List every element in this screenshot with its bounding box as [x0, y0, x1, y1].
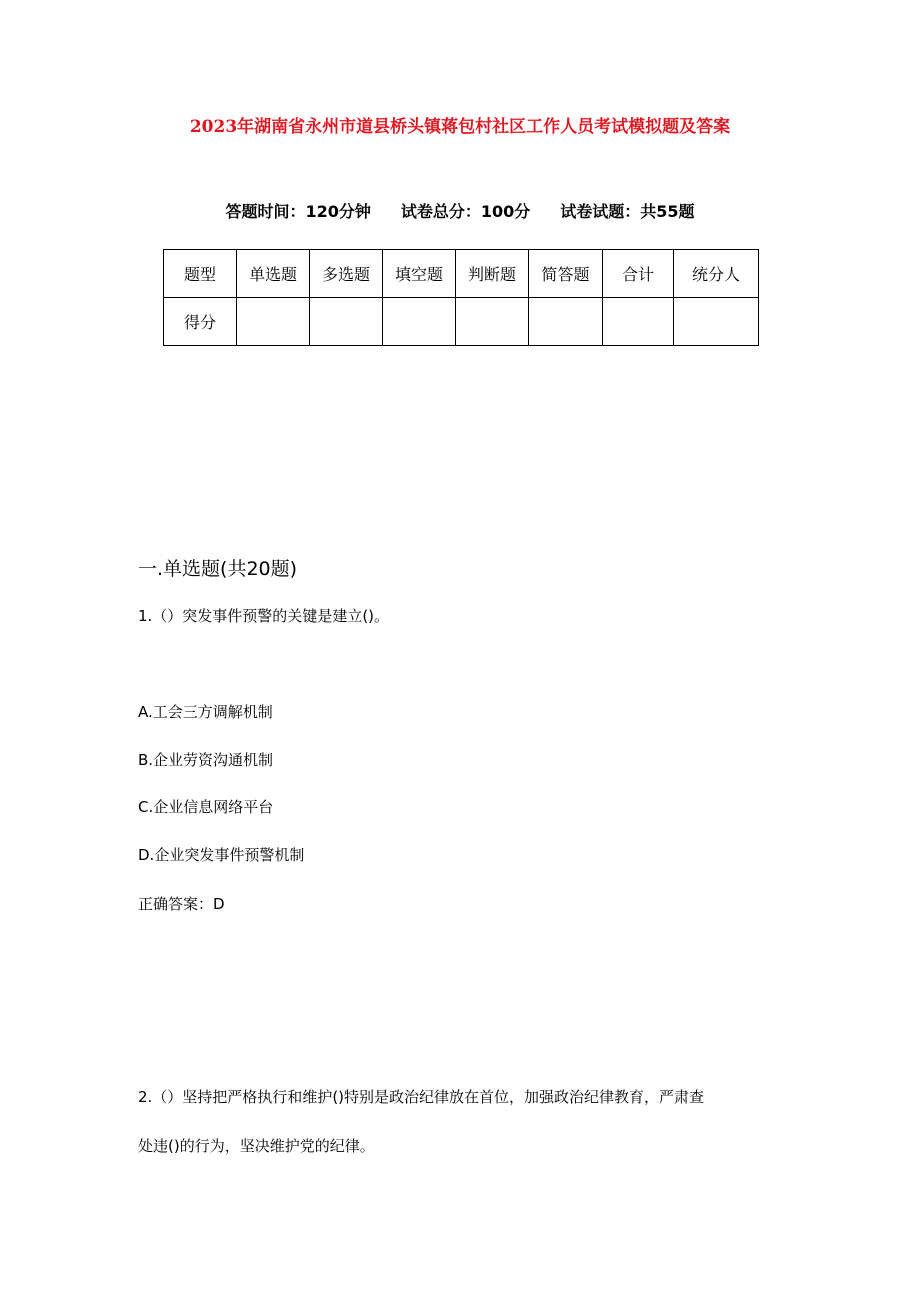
header-cell-single: 单选题 — [237, 250, 310, 298]
score-cell — [383, 298, 456, 346]
question-1-option-d: D.企业突发事件预警机制 — [138, 846, 305, 864]
question-2-stem-line-2: 处违()的行为，坚决维护党的纪律。 — [138, 1137, 375, 1155]
score-cell — [237, 298, 310, 346]
header-cell-scorer: 统分人 — [674, 250, 759, 298]
question-1-option-b: B.企业劳资沟通机制 — [138, 751, 274, 769]
score-cell — [529, 298, 603, 346]
score-cell — [674, 298, 759, 346]
score-table — [163, 249, 759, 346]
exam-info — [0, 199, 920, 222]
score-cell — [603, 298, 674, 346]
header-cell-type: 题型 — [164, 250, 237, 298]
header-cell-multi: 多选题 — [310, 250, 383, 298]
header-cell-fill: 填空题 — [383, 250, 456, 298]
score-row-label: 得分 — [164, 298, 237, 346]
question-1-option-c: C.企业信息网络平台 — [138, 798, 274, 816]
question-1-stem: 1.（）突发事件预警的关键是建立()。 — [138, 607, 390, 625]
question-1-option-a: A.工会三方调解机制 — [138, 703, 273, 721]
score-cell — [310, 298, 383, 346]
header-cell-total: 合计 — [603, 250, 674, 298]
section-title: 一.单选题(共20题) — [138, 558, 298, 580]
exam-time: 答题时间：120分钟 — [225, 202, 371, 221]
question-2-stem-line-1: 2.（）坚持把严格执行和维护()特别是政治纪律放在首位，加强政治纪律教育，严肃查 — [138, 1088, 705, 1106]
exam-question-count: 试卷试题：共55题 — [560, 202, 695, 221]
question-1-answer: 正确答案：D — [138, 895, 225, 913]
score-table-score-row — [164, 298, 759, 346]
score-cell — [456, 298, 529, 346]
score-table-header-row — [164, 250, 759, 298]
header-cell-short: 简答题 — [529, 250, 603, 298]
header-cell-judge: 判断题 — [456, 250, 529, 298]
exam-total-score: 试卷总分：100分 — [400, 202, 531, 221]
document-title: 2023年湖南省永州市道县桥头镇蒋包村社区工作人员考试模拟题及答案 — [189, 117, 731, 137]
